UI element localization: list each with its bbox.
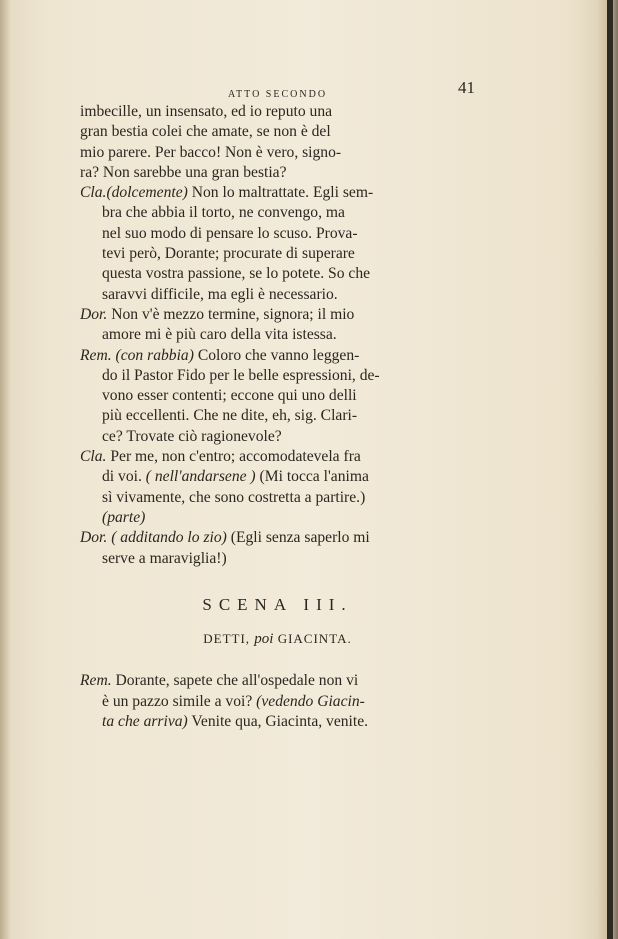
stage-direction: (con rabbia) xyxy=(115,346,194,364)
speaker-name: Rem. xyxy=(80,346,112,364)
speech-first-line xyxy=(80,346,475,366)
speech-first-line xyxy=(80,528,475,548)
speech-text: Non v'è mezzo termine, signora; il mio xyxy=(111,305,355,323)
speech-text: Dorante, sapete che all'ospedale non vi xyxy=(115,672,359,690)
binding-shadow xyxy=(607,0,613,939)
speaker-name: Dor. xyxy=(80,305,108,323)
page-text xyxy=(80,80,475,732)
stage-direction: (vedendo Giacin- xyxy=(256,692,365,710)
text-line: imbecille, un insensato, ed io reputo una xyxy=(80,103,333,120)
scene-title: SCENA III. xyxy=(202,594,353,614)
speech-text: Coloro che vanno leggen- xyxy=(197,346,360,364)
text-line: gran bestia colei che amate, se non è del xyxy=(80,123,331,141)
text-line: ra? Non sarebbe una gran bestia? xyxy=(80,163,287,181)
speech-first-line xyxy=(80,671,475,691)
text-line: do il Pastor Fido per le belle espressioni, de- xyxy=(102,366,380,384)
text-line: questa vostra passione, se lo potete. So che xyxy=(102,265,371,283)
speech-text: (Mi tocca l'anima xyxy=(259,468,369,486)
page-left-edge xyxy=(0,0,10,939)
running-head xyxy=(80,80,475,102)
speech-text: Non lo maltrattate. Egli sem- xyxy=(191,184,374,202)
stage-direction: ( additando lo zio) xyxy=(111,529,227,547)
text-line xyxy=(80,712,475,732)
text-line: bra che abbia il torto, ne convengo, ma xyxy=(102,204,345,222)
speech-text: Venite qua, Giacinta, venite. xyxy=(191,713,369,731)
speech-text: (Egli senza saperlo mi xyxy=(230,529,370,547)
text-line: amore mi è più caro della vita istessa. xyxy=(102,326,337,344)
text-line: saravvi difficile, ma egli è necessario. xyxy=(102,285,338,303)
stage-direction: ( nell'andarsene ) xyxy=(145,468,256,486)
speech-first-line xyxy=(80,183,475,203)
text-line: tevi però, Dorante; procurate di superare xyxy=(102,245,355,263)
speech-text: Per me, non c'entro; accomodatevela fra xyxy=(110,448,361,466)
spacer xyxy=(80,649,475,671)
scene-cast-connector: poi xyxy=(254,631,274,648)
page-number: 41 xyxy=(458,78,475,97)
scene-cast-names: DETTI, xyxy=(203,631,251,647)
stage-direction: (parte) xyxy=(102,508,146,526)
speech-text: è un pazzo simile a voi? xyxy=(102,692,253,710)
speaker-name: Dor. xyxy=(80,529,108,547)
running-title: ATTO SECONDO xyxy=(227,89,328,100)
text-line: ce? Trovate ciò ragionevole? xyxy=(102,427,282,445)
speech-first-line xyxy=(80,305,475,325)
scene-cast-names: GIACINTA. xyxy=(277,631,352,647)
speaker-name: Cla. xyxy=(80,448,107,466)
speech-first-line xyxy=(80,447,475,467)
text-line: vono esser contenti; eccone qui uno delli xyxy=(102,387,357,405)
speech-text: di voi. xyxy=(102,468,142,486)
scene-cast xyxy=(80,629,475,649)
text-line: sì vivamente, che sono costretta a partire.) xyxy=(102,488,366,506)
text-line: mio parere. Per bacco! Non è vero, signo- xyxy=(80,143,342,161)
text-line xyxy=(80,692,475,712)
text-line: serve a maraviglia!) xyxy=(102,549,227,567)
stage-direction: ta che arriva) xyxy=(102,713,188,731)
text-line: più eccellenti. Che ne dite, eh, sig. Clari- xyxy=(102,407,358,425)
speaker-name: Cla. xyxy=(80,184,107,202)
text-line xyxy=(80,467,475,487)
text-line: nel suo modo di pensare lo scuso. Prova- xyxy=(102,224,358,242)
speaker-name: Rem. xyxy=(80,672,112,690)
stage-direction: (dolcemente) xyxy=(106,184,188,202)
